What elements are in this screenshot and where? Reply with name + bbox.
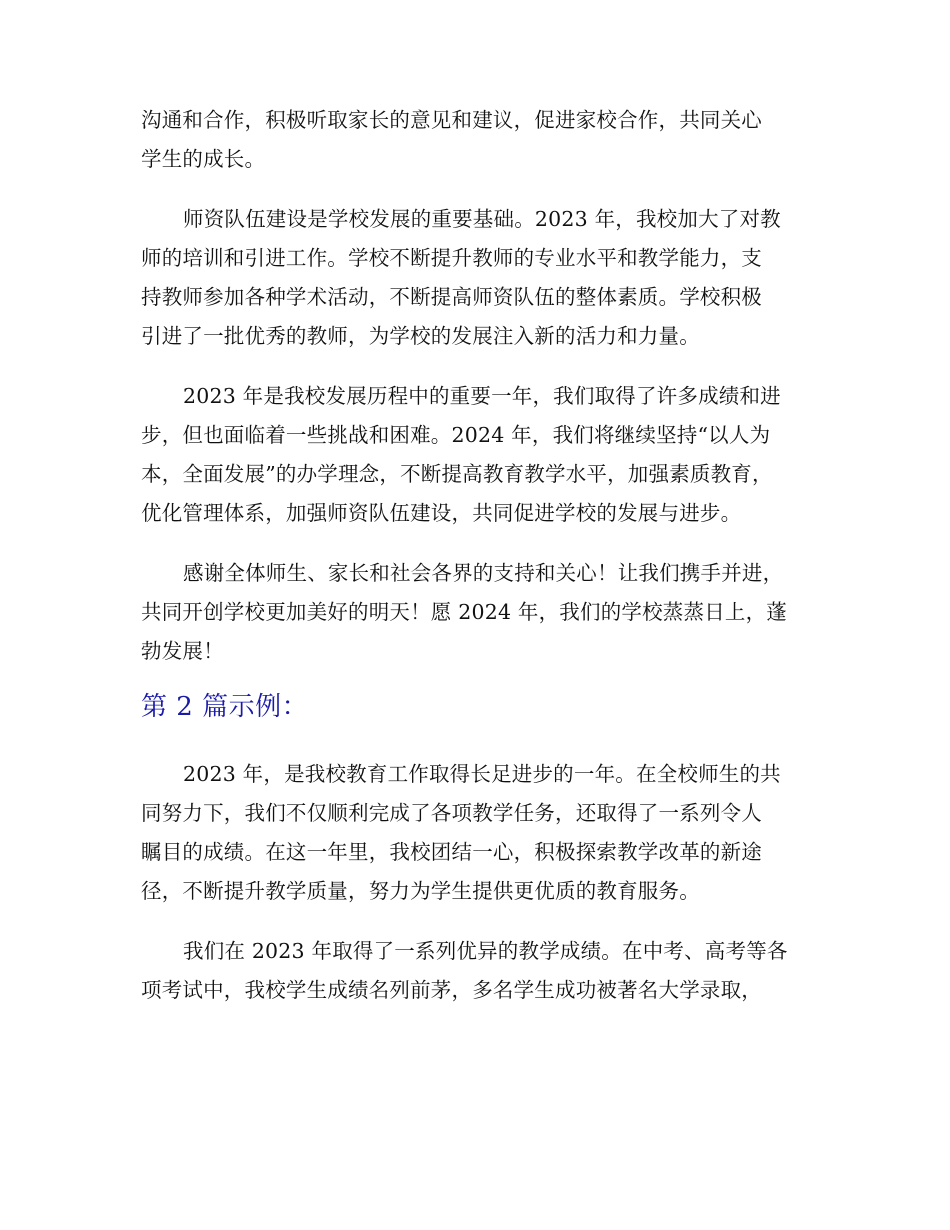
text-line: 同努力下，我们不仅顺利完成了各项教学任务，还取得了一系列令人 <box>141 801 762 825</box>
text-line: 项考试中，我校学生成绩名列前茅，多名学生成功被著名大学录取， <box>141 978 762 1002</box>
text-line: 师的培训和引进工作。学校不断提升教师的专业水平和教学能力，支 <box>141 246 762 270</box>
paragraph-continuation <box>141 101 822 179</box>
text-line: 共同开创学校更加美好的明天！愿 2024 年，我们的学校蒸蒸日上，蓬 <box>141 600 788 624</box>
text-line: 勃发展！ <box>141 639 224 663</box>
text-line: 引进了一批优秀的教师，为学校的发展注入新的活力和力量。 <box>141 324 700 348</box>
text-line: 感谢全体师生、家长和社会各界的支持和关心！让我们携手并进， <box>183 561 784 585</box>
text-line: 优化管理体系，加强师资队伍建设，共同促进学校的发展与进步。 <box>141 501 742 525</box>
text-line: 2023 年是我校发展历程中的重要一年，我们取得了许多成绩和进 <box>183 384 781 408</box>
text-line: 学生的成长。 <box>141 147 266 171</box>
text-line: 2023 年，是我校教育工作取得长足进步的一年。在全校师生的共 <box>183 762 781 786</box>
paragraph-2024-outlook <box>141 377 822 533</box>
text-line: 步，但也面临着一些挑战和困难。2024 年，我们将继续坚持“以人为 <box>141 423 771 447</box>
paragraph-teacher-team <box>141 200 822 356</box>
text-line: 沟通和合作，积极听取家长的意见和建议，促进家校合作，共同关心 <box>141 108 762 132</box>
text-line: 瞩目的成绩。在这一年里，我校团结一心，积极探索教学改革的新途 <box>141 840 762 864</box>
text-line: 持教师参加各种学术活动，不断提高师资队伍的整体素质。学校积极 <box>141 285 762 309</box>
paragraph-2023-progress <box>141 755 822 911</box>
paragraph-teaching-results <box>141 932 822 1010</box>
paragraph-thanks <box>141 554 822 671</box>
section-heading: 第 2 篇示例： <box>141 692 309 722</box>
text-line: 本，全面发展”的办学理念，不断提高教育教学水平，加强素质教育， <box>141 462 773 486</box>
text-line: 径，不断提升教学质量，努力为学生提供更优质的教育服务。 <box>141 879 700 903</box>
text-line: 我们在 2023 年取得了一系列优异的教学成绩。在中考、高考等各 <box>183 939 788 963</box>
text-line: 师资队伍建设是学校发展的重要基础。2023 年，我校加大了对教 <box>183 207 781 231</box>
